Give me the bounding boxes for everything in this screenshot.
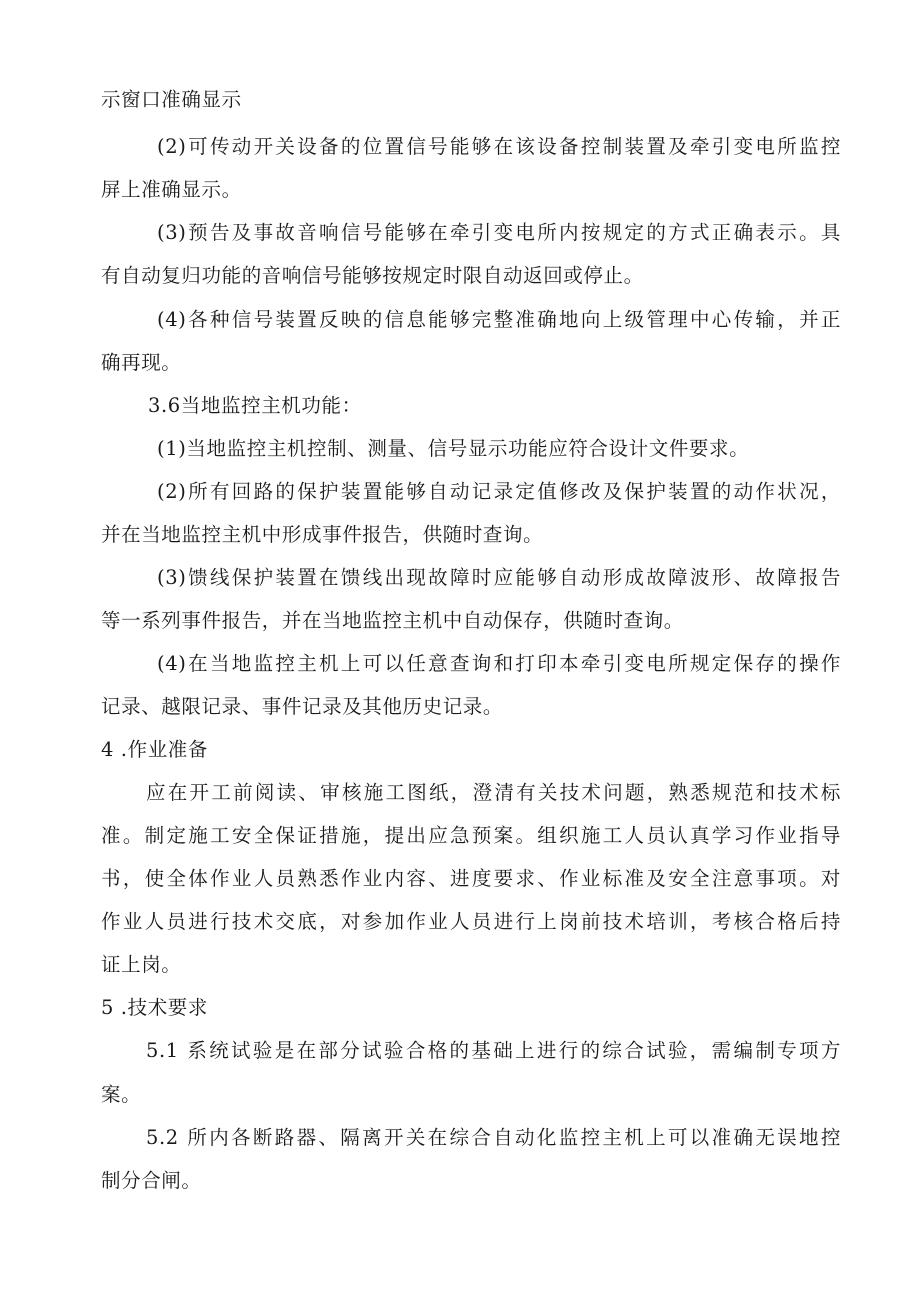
text-line: (2)可传动开关设备的位置信号能够在该设备控制装置及牵引变电所监控 [157, 135, 841, 158]
text-line: 等一系列事件报告，并在当地监控主机中自动保存，供随时查询。 [101, 609, 684, 632]
text-line: (4)在当地监控主机上可以任意查询和打印本牵引变电所规定保存的操作 [157, 652, 841, 675]
text-line: (3)馈线保护装置在馈线出现故障时应能够自动形成故障波形、故障报告 [157, 566, 841, 589]
text-line: 记录、越限记录、事件记录及其他历史记录。 [101, 695, 504, 718]
text-line: 确再现。 [101, 351, 182, 374]
text-line: 书，使全体作业人员熟悉作业内容、进度要求、作业标准及安全注意事项。对 [101, 867, 841, 890]
text-line: 作业人员进行技术交底，对参加作业人员进行上岗前技术培训，考核合格后持 [101, 910, 841, 933]
section-heading: 5 .技术要求 [101, 996, 209, 1019]
section-heading: 4 .作业准备 [101, 738, 209, 761]
text-line: 示窗口准确显示 [101, 88, 242, 111]
text-line: 5.2 所内各断路器、隔离开关在综合自动化监控主机上可以准确无误地控 [146, 1126, 841, 1149]
text-line: 5.1 系统试验是在部分试验合格的基础上进行的综合试验，需编制专项方 [146, 1039, 841, 1062]
text-line: 准。制定施工安全保证措施，提出应急预案。组织施工人员认真学习作业指导 [101, 824, 841, 847]
text-line: (2)所有回路的保护装置能够自动记录定值修改及保护装置的动作状况， [157, 480, 841, 503]
text-line: 屏上准确显示。 [101, 178, 242, 201]
text-line: 案。 [101, 1083, 142, 1106]
text-line: (3)预告及事故音响信号能够在牵引变电所内按规定的方式正确表示。具 [157, 221, 841, 244]
text-line: 并在当地监控主机中形成事件报告，供随时查询。 [101, 523, 544, 546]
section-heading: 3.6当地监控主机功能： [148, 394, 362, 417]
text-line: (4)各种信号装置反映的信息能够完整准确地向上级管理中心传输，并正 [157, 308, 841, 331]
text-line: 应在开工前阅读、审核施工图纸，澄清有关技术问题，熟悉规范和技术标 [146, 781, 841, 804]
text-line: 有自动复归功能的音响信号能够按规定时限自动返回或停止。 [101, 264, 644, 287]
text-line: (1)当地监控主机控制、测量、信号显示功能应符合设计文件要求。 [157, 437, 750, 460]
text-line: 证上岗。 [101, 953, 182, 976]
text-line: 制分合闸。 [101, 1169, 202, 1192]
